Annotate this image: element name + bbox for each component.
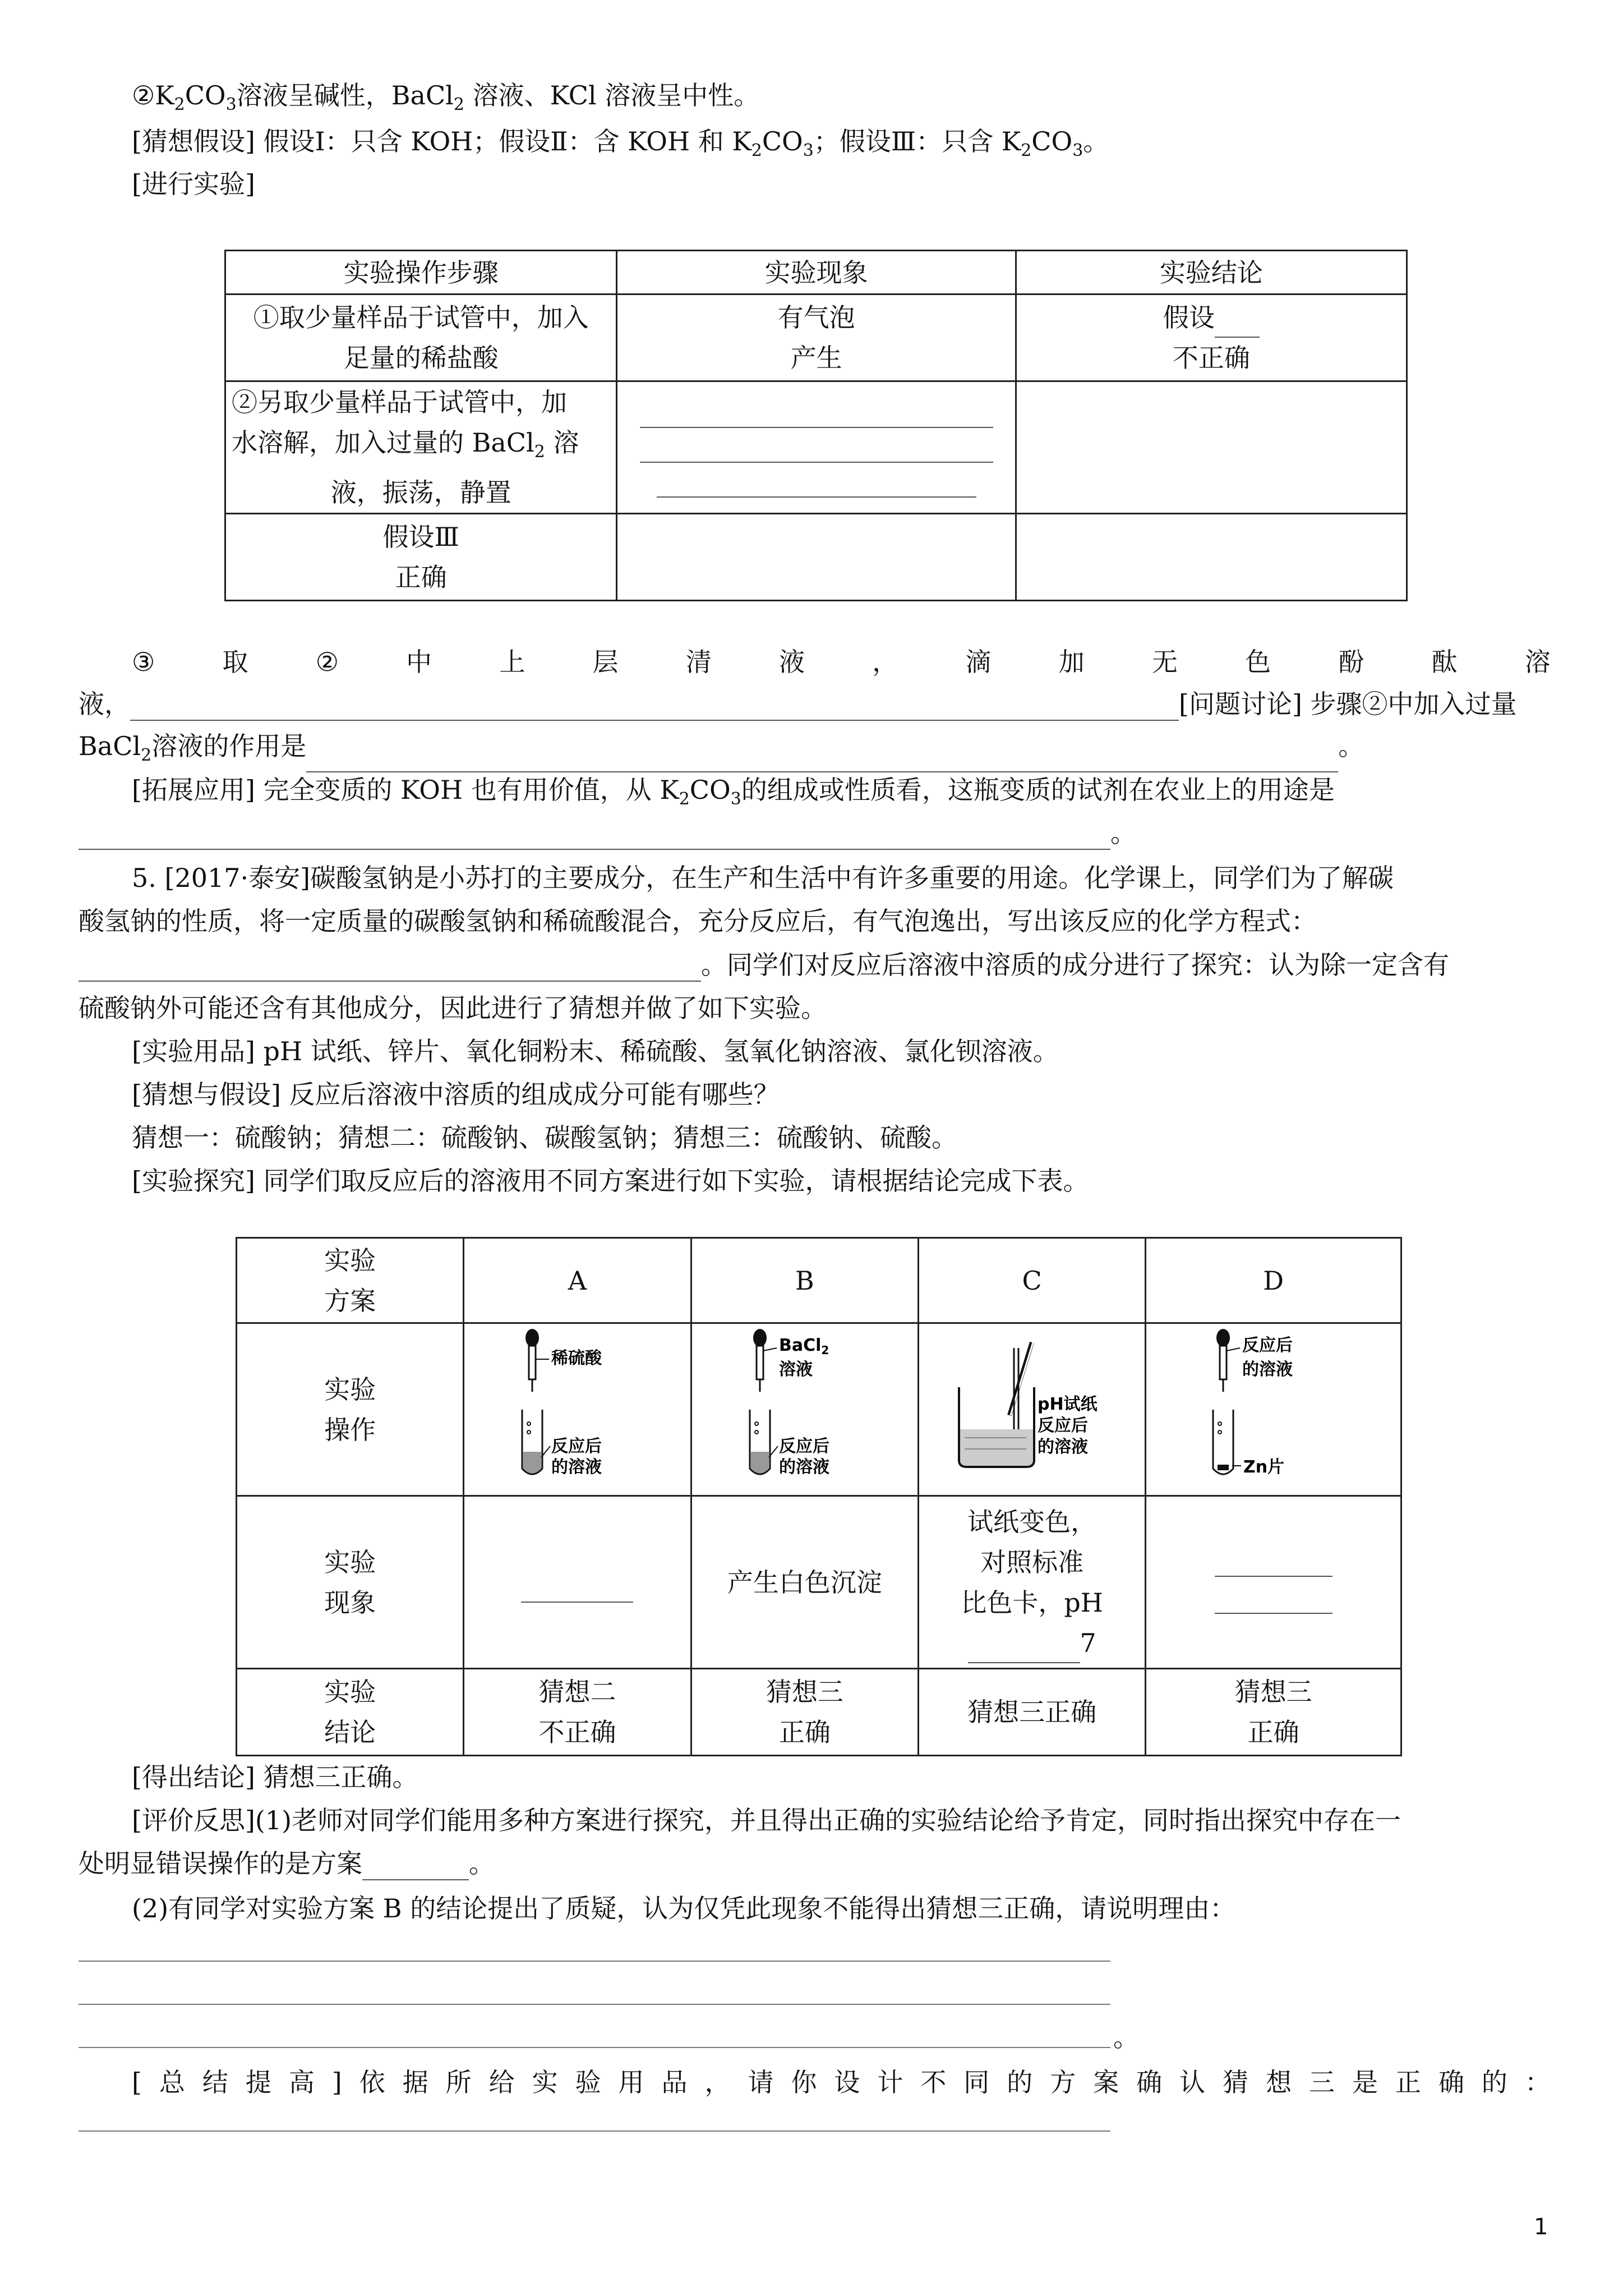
- table2-phen-label: 实验 现象: [237, 1496, 464, 1669]
- q5-line-1: 5. [2017·泰安]碳酸氢钠是小苏打的主要成分，在生产和生活中有许多重要的用途。化学课上，同学们为了解碳: [132, 863, 1394, 893]
- q5-guess-heading: [猜想与假设] 反应后溶液中溶质的组成成分可能有哪些？: [132, 1079, 780, 1110]
- answer-blank[interactable]: [130, 695, 1179, 721]
- answer-blank[interactable]: [640, 398, 993, 428]
- svg-text:的溶液: 的溶液: [1242, 1359, 1293, 1379]
- answer-line[interactable]: [79, 2131, 1110, 2132]
- answer-blank[interactable]: [1215, 312, 1260, 338]
- answer-blank[interactable]: [306, 747, 1338, 772]
- dropper-tube-figure-a: [510, 1326, 644, 1483]
- svg-text:的溶液: 的溶液: [551, 1457, 602, 1477]
- plan-b-phenomenon: 产生白色沉淀: [691, 1496, 918, 1669]
- plan-b-figure: [691, 1323, 918, 1496]
- answer-blank[interactable]: [640, 432, 993, 463]
- plan-c-figure: [918, 1323, 1145, 1496]
- answer-blank[interactable]: [521, 1577, 633, 1603]
- plan-b-header: B: [691, 1238, 918, 1323]
- beaker-figure-c: [948, 1326, 1116, 1483]
- answer-blank[interactable]: [1215, 1588, 1332, 1614]
- svg-text:的溶液: 的溶液: [778, 1457, 829, 1477]
- plan-c-header: C: [918, 1238, 1145, 1323]
- plan-b-conclusion: 猜想三 正确: [691, 1669, 918, 1756]
- table1-header-steps: 实验操作步骤: [225, 251, 617, 295]
- plan-a-phenomenon[interactable]: [464, 1496, 691, 1669]
- table1-r1-phenomenon: 有气泡 产生: [617, 295, 1016, 381]
- table1-r2-phenomenon[interactable]: [617, 381, 1016, 514]
- end-mark: 。: [1113, 2022, 1139, 2053]
- svg-text:反应后: 反应后: [1038, 1415, 1089, 1435]
- conclusion-line: [得出结论] 猜想三正确。: [132, 1762, 418, 1792]
- plan-c-conclusion: 猜想三正确: [918, 1669, 1145, 1756]
- table2-head-label: 实验 方案: [237, 1238, 464, 1323]
- experiment-heading: [进行实验]: [132, 169, 255, 199]
- extension-answer-line: 。: [79, 816, 1136, 850]
- answer-blank[interactable]: [657, 467, 976, 498]
- table1-r2-step: ②另取少量样品于试管中，加 水溶解，加入过量的 BaCl$_2$ 溶 液，振荡，静置: [225, 381, 617, 514]
- svg-text:的溶液: 的溶液: [1038, 1437, 1089, 1457]
- evaluation-line-2: 处明显错误操作的是方案 。: [79, 1847, 495, 1880]
- answer-blank[interactable]: [362, 1855, 469, 1880]
- dropper-tube-figure-b: [737, 1326, 872, 1483]
- summary-line: [ 总 结 提 高 ] 依 据 所 给 实 验 用 品 ， 请 你 设 计 不 同 的 方 案 确 认 猜 想 三 是 正 确 的 ：: [132, 2067, 1551, 2097]
- answer-line[interactable]: [79, 1961, 1110, 1962]
- experiment-table-2: [236, 1237, 1402, 1756]
- q5-line-2: 酸氢钠的性质，将一定质量的碳酸氢钠和稀硫酸混合，充分反应后，有气泡逸出，写出该反应的化学方程式：: [79, 906, 1317, 936]
- answer-blank[interactable]: [968, 1637, 1080, 1663]
- answer-blank[interactable]: [1215, 1551, 1332, 1577]
- q5-guesses: 猜想一：硫酸钠；猜想二：硫酸钠、碳酸氢钠；猜想三：硫酸钠、硫酸。: [132, 1122, 957, 1153]
- table1-r3-conclusion[interactable]: [1016, 514, 1407, 601]
- q5-materials: [实验用品] pH 试纸、锌片、氧化铜粉末、稀硫酸、氢氧化钠溶液、氯化钡溶液。: [132, 1036, 1059, 1066]
- hypothesis-line: [猜想假设] 假设Ⅰ：只含 KOH；假设Ⅱ：含 KOH 和 $K_2CO_3$；假设Ⅲ：只含 $K_2CO_3$。: [132, 126, 1109, 160]
- svg-text:Zn片: Zn片: [1243, 1457, 1284, 1477]
- equation-blank[interactable]: [79, 956, 701, 982]
- plan-d-header: D: [1146, 1238, 1401, 1323]
- q5-explore: [实验探究] 同学们取反应后的溶液用不同方案进行如下实验，请根据结论完成下表。: [132, 1166, 1089, 1196]
- extension-line: [拓展应用] 完全变质的 KOH 也有用价值，从 $K_2CO_3$的组成或性质看，这瓶变质的试剂在农业上的用途是: [132, 775, 1335, 809]
- table1-r1-step: ①取少量样品于试管中，加入 足量的稀盐酸: [225, 295, 617, 381]
- table1-header-phenomenon: 实验现象: [617, 251, 1016, 295]
- plan-c-phenomenon: 试纸变色， 对照标准 比色卡，pH 7: [918, 1496, 1145, 1669]
- table2-op-label: 实验 操作: [237, 1323, 464, 1496]
- table1-r2-conclusion[interactable]: [1016, 381, 1407, 514]
- plan-a-conclusion: 猜想二 不正确: [464, 1669, 691, 1756]
- plan-d-conclusion: 猜想三 正确: [1146, 1669, 1401, 1756]
- experiment-table-1: [224, 250, 1408, 601]
- table1-r3-phenomenon[interactable]: [617, 514, 1016, 601]
- evaluation-line-3: (2)有同学对实验方案 B 的结论提出了质疑，认为仅凭此现象不能得出猜想三正确，请说明理由：: [132, 1893, 1236, 1924]
- q5-line-3: 。同学们对反应后溶液中溶质的成分进行了探究：认为除一定含有: [79, 948, 1449, 982]
- plan-a-header: A: [464, 1238, 691, 1323]
- plan-d-phenomenon[interactable]: [1146, 1496, 1401, 1669]
- plan-d-figure: [1146, 1323, 1401, 1496]
- svg-text:pH试纸: pH试纸: [1038, 1394, 1098, 1414]
- question-discussion-line: BaCl$_2$溶液的作用是 。: [79, 729, 1364, 772]
- step3-line: ③ 取 ② 中 上 层 清 液 ， 滴 加 无 色 酚 酞 溶: [132, 647, 1551, 677]
- table1-r3-step: 假设Ⅲ 正确: [225, 514, 617, 601]
- dropper-zinc-figure-d: [1201, 1326, 1347, 1483]
- svg-text:溶液: 溶液: [778, 1359, 813, 1379]
- svg-text:反应后: 反应后: [551, 1436, 602, 1456]
- page-number: 1: [1534, 2214, 1548, 2240]
- q5-line-4: 硫酸钠外可能还含有其他成分，因此进行了猜想并做了如下实验。: [79, 993, 827, 1023]
- property-note: $②K_2CO_3$溶液呈碱性，BaCl$_2$ 溶液、KCl 溶液呈中性。: [132, 80, 760, 114]
- svg-text:BaCl2: BaCl$_2$: [778, 1335, 829, 1357]
- answer-line[interactable]: [79, 2047, 1110, 2048]
- svg-text:反应后: 反应后: [778, 1436, 829, 1456]
- plan-a-figure: [464, 1323, 691, 1496]
- svg-text:反应后: 反应后: [1242, 1335, 1293, 1355]
- table1-header-conclusion: 实验结论: [1016, 251, 1407, 295]
- step3-line-2: 液， [问题讨论] 步骤②中加入过量: [79, 687, 1517, 721]
- answer-blank[interactable]: [79, 824, 1110, 850]
- answer-line[interactable]: [79, 2004, 1110, 2005]
- table2-concl-label: 实验 结论: [237, 1669, 464, 1756]
- svg-text:稀硫酸: 稀硫酸: [551, 1348, 602, 1368]
- table1-r1-conclusion: 假设 不正确: [1016, 295, 1407, 381]
- evaluation-line-1: [评价反思](1)老师对同学们能用多种方案进行探究，并且得出正确的实验结论给予肯定，同时指出探究中存在一: [132, 1805, 1401, 1835]
